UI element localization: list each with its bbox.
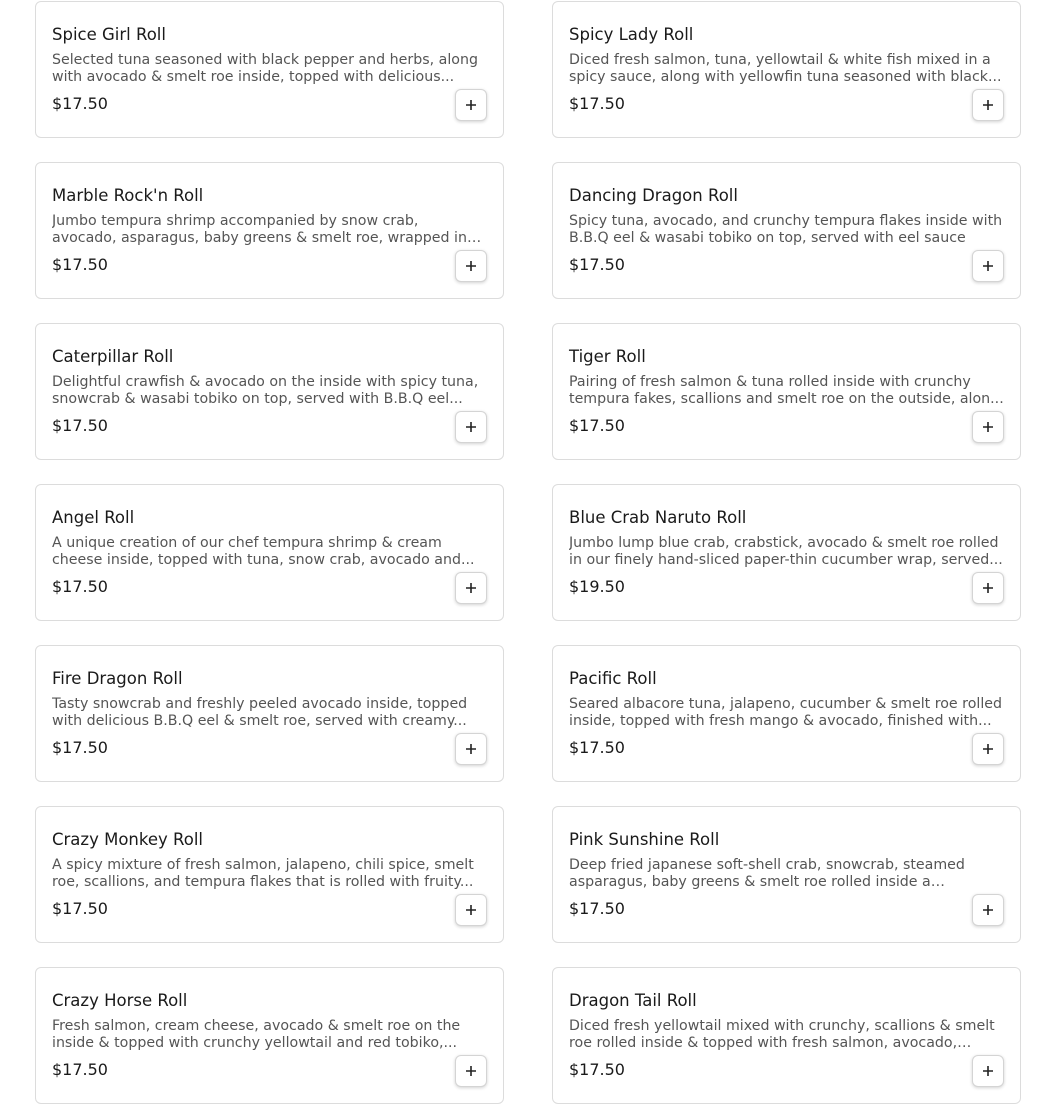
add-to-cart-button[interactable] xyxy=(455,1055,487,1087)
plus-icon xyxy=(465,1065,477,1077)
add-to-cart-button[interactable] xyxy=(972,894,1004,926)
plus-icon xyxy=(982,421,994,433)
item-name: Blue Crab Naruto Roll xyxy=(569,508,747,527)
plus-icon xyxy=(982,582,994,594)
menu-item-card[interactable] xyxy=(552,162,1021,299)
item-name: Dancing Dragon Roll xyxy=(569,186,738,205)
item-description: Jumbo lump blue crab, crabstick, avocado & smelt roe rolled in our finely hand-sliced paper-thin cucumber wrap, served... xyxy=(569,535,1003,568)
menu-item-card[interactable] xyxy=(35,967,504,1104)
item-price: $17.50 xyxy=(569,94,625,113)
item-price: $17.50 xyxy=(52,255,108,274)
item-name: Dragon Tail Roll xyxy=(569,991,697,1010)
add-to-cart-button[interactable] xyxy=(455,733,487,765)
item-description: A unique creation of our chef tempura shrimp & cream cheese inside, topped with tuna, snow crab, avocado and... xyxy=(52,535,475,568)
item-price: $17.50 xyxy=(52,899,108,918)
item-description: A spicy mixture of fresh salmon, jalapeno, chili spice, smelt roe, scallions, and tempura flakes that is rolled with fruity... xyxy=(52,857,474,890)
item-price: $17.50 xyxy=(569,1060,625,1079)
item-price: $17.50 xyxy=(569,255,625,274)
add-to-cart-button[interactable] xyxy=(972,411,1004,443)
plus-icon xyxy=(982,260,994,272)
plus-icon xyxy=(982,904,994,916)
plus-icon xyxy=(465,904,477,916)
item-description: Seared albacore tuna, jalapeno, cucumber & smelt roe rolled inside, topped with fresh mango & avocado, finished with... xyxy=(569,696,1002,729)
plus-icon xyxy=(465,743,477,755)
item-description: Spicy tuna, avocado, and crunchy tempura flakes inside with B.B.Q eel & wasabi tobiko on top, served with eel sauce xyxy=(569,213,1003,246)
menu-item-card[interactable] xyxy=(35,645,504,782)
item-name: Crazy Horse Roll xyxy=(52,991,188,1010)
item-name: Pacific Roll xyxy=(569,669,657,688)
menu-item-card[interactable] xyxy=(35,323,504,460)
item-price: $17.50 xyxy=(569,416,625,435)
menu-item-card[interactable] xyxy=(552,645,1021,782)
plus-icon xyxy=(465,260,477,272)
add-to-cart-button[interactable] xyxy=(972,250,1004,282)
item-description: Selected tuna seasoned with black pepper and herbs, along with avocado & smelt roe inside, topped with delicious... xyxy=(52,52,478,85)
item-name: Crazy Monkey Roll xyxy=(52,830,203,849)
item-name: Spice Girl Roll xyxy=(52,25,166,44)
add-to-cart-button[interactable] xyxy=(972,733,1004,765)
add-to-cart-button[interactable] xyxy=(455,250,487,282)
menu-item-card[interactable] xyxy=(35,806,504,943)
plus-icon xyxy=(982,99,994,111)
item-description: Diced fresh yellowtail mixed with crunchy, scallions & smelt roe rolled inside & topped with fresh salmon, avocado, xyxy=(569,1018,995,1051)
item-price: $17.50 xyxy=(52,416,108,435)
plus-icon xyxy=(465,421,477,433)
plus-icon xyxy=(465,582,477,594)
item-description: Pairing of fresh salmon & tuna rolled inside with crunchy tempura fakes, scallions and smelt roe on the outside, alon... xyxy=(569,374,1004,407)
menu-item-card[interactable] xyxy=(35,162,504,299)
menu-item-card[interactable] xyxy=(35,1,504,138)
item-price: $17.50 xyxy=(52,738,108,757)
add-to-cart-button[interactable] xyxy=(972,1055,1004,1087)
item-description: Deep fried japanese soft-shell crab, snowcrab, steamed asparagus, baby greens & smelt roe rolled inside a xyxy=(569,857,965,890)
item-description: Delightful crawfish & avocado on the inside with spicy tuna, snowcrab & wasabi tobiko on top, served with B.B.Q eel... xyxy=(52,374,479,407)
item-description: Jumbo tempura shrimp accompanied by snow crab, avocado, asparagus, baby greens & smelt roe, wrapped in xyxy=(52,213,467,246)
menu-grid xyxy=(35,1,1021,1104)
item-price: $17.50 xyxy=(52,577,108,596)
menu-item-card[interactable] xyxy=(552,967,1021,1104)
menu-item-card[interactable] xyxy=(552,806,1021,943)
menu-item-card[interactable] xyxy=(552,1,1021,138)
item-name: Tiger Roll xyxy=(569,347,646,366)
menu-item-card[interactable] xyxy=(552,323,1021,460)
add-to-cart-button[interactable] xyxy=(455,572,487,604)
item-price: $17.50 xyxy=(52,94,108,113)
plus-icon xyxy=(982,1065,994,1077)
item-name: Angel Roll xyxy=(52,508,135,527)
menu-item-card[interactable] xyxy=(35,484,504,621)
menu-item-card[interactable] xyxy=(552,484,1021,621)
add-to-cart-button[interactable] xyxy=(455,411,487,443)
item-price: $17.50 xyxy=(569,738,625,757)
item-price: $17.50 xyxy=(569,899,625,918)
item-name: Fire Dragon Roll xyxy=(52,669,183,688)
add-to-cart-button[interactable] xyxy=(972,572,1004,604)
item-name: Pink Sunshine Roll xyxy=(569,830,720,849)
plus-icon xyxy=(465,99,477,111)
plus-icon xyxy=(982,743,994,755)
item-name: Caterpillar Roll xyxy=(52,347,174,366)
item-name: Spicy Lady Roll xyxy=(569,25,694,44)
add-to-cart-button[interactable] xyxy=(455,89,487,121)
item-description: Diced fresh salmon, tuna, yellowtail & white fish mixed in a spicy sauce, along with yellowfin tuna seasoned with black... xyxy=(569,52,1002,85)
add-to-cart-button[interactable] xyxy=(455,894,487,926)
add-to-cart-button[interactable] xyxy=(972,89,1004,121)
item-name: Marble Rock'n Roll xyxy=(52,186,204,205)
item-price: $19.50 xyxy=(569,577,625,596)
item-price: $17.50 xyxy=(52,1060,108,1079)
item-description: Tasty snowcrab and freshly peeled avocado inside, topped with delicious B.B.Q eel & smelt roe, served with creamy... xyxy=(52,696,468,729)
item-description: Fresh salmon, cream cheese, avocado & smelt roe on the inside & topped with crunchy yellowtail and red tobiko,... xyxy=(52,1018,461,1051)
